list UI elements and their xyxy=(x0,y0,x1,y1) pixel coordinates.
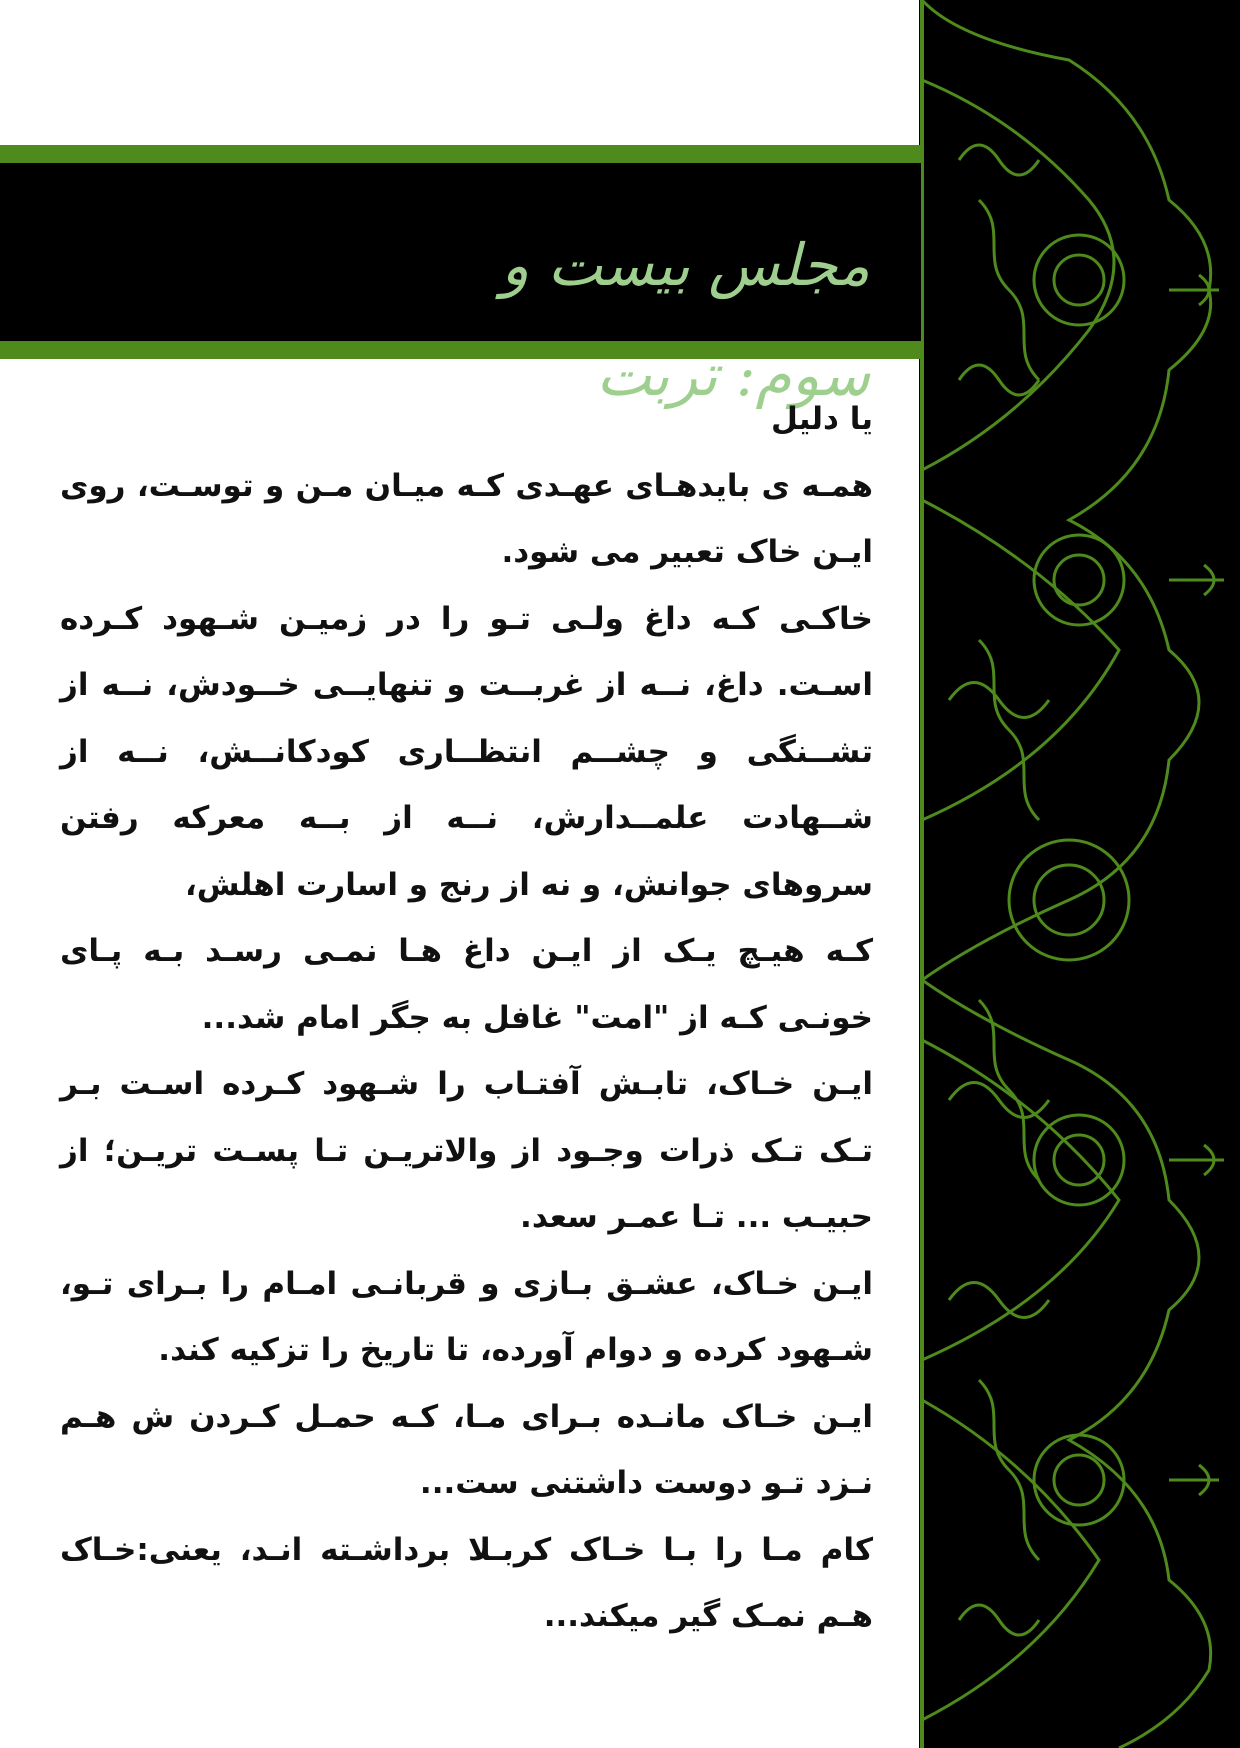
paragraph: ایـن خـاک مانـده بـرای مـا، کـه حمـل کـردن ش هـم نـزد تـو دوست داشتنی ست... xyxy=(60,1398,873,1501)
paragraph: کـه هیـچ یـک از ایـن داغ هـا نمـی رسـد بـه پـای خونـی کـه از "امت" غافل به جگر امام شد... xyxy=(60,933,873,1036)
arabesque-ornament-icon xyxy=(919,0,1240,1748)
paragraph: کام مـا را بـا خـاک کربـلا برداشـته انـد، یعنی:خـاک هـم نمـک گیر میکند... xyxy=(60,1531,873,1634)
paragraph: ایـن خـاک، تابـش آفتـاب را شـهود کـرده اسـت بـر تـک تـک ذرات وجـود از والاتریـن تـا پسـت تریـن؛ از حبیـب ... تـا عمـر سعد. xyxy=(60,1066,873,1235)
decorative-ornament-panel xyxy=(919,0,1240,1748)
title-band-top-stripe xyxy=(0,145,921,163)
paragraph: یا دلیل xyxy=(771,401,873,437)
paragraph: خاکـی کـه داغ ولـی تـو را در زمیـن شـهود کـرده اسـت. داغ، نــه از غربــت و تنهایــی خــودش، نــه از تشــنگی و چشــم انتظــاری کودکانــش، نــه از شــهادت علمــدارش، نــه از بــه معرکه رفتن سروهای جوانش، و نه از رنج و اسارت اهلش، xyxy=(60,600,873,903)
paragraph: همـه ی بایدهـای عهـدی کـه میـان مـن و توسـت، روی ایـن خاک تعبیر می شود. xyxy=(60,467,873,570)
body-text xyxy=(60,386,873,1650)
page-title: مجلس بیست و سوم: تربت xyxy=(501,231,870,409)
paragraph: ایـن خـاک، عشـق بـازی و قربانـی امـام را بـرای تـو، شـهود کرده و دوام آورده، تا تاریخ را تزکیه کند. xyxy=(60,1265,873,1368)
